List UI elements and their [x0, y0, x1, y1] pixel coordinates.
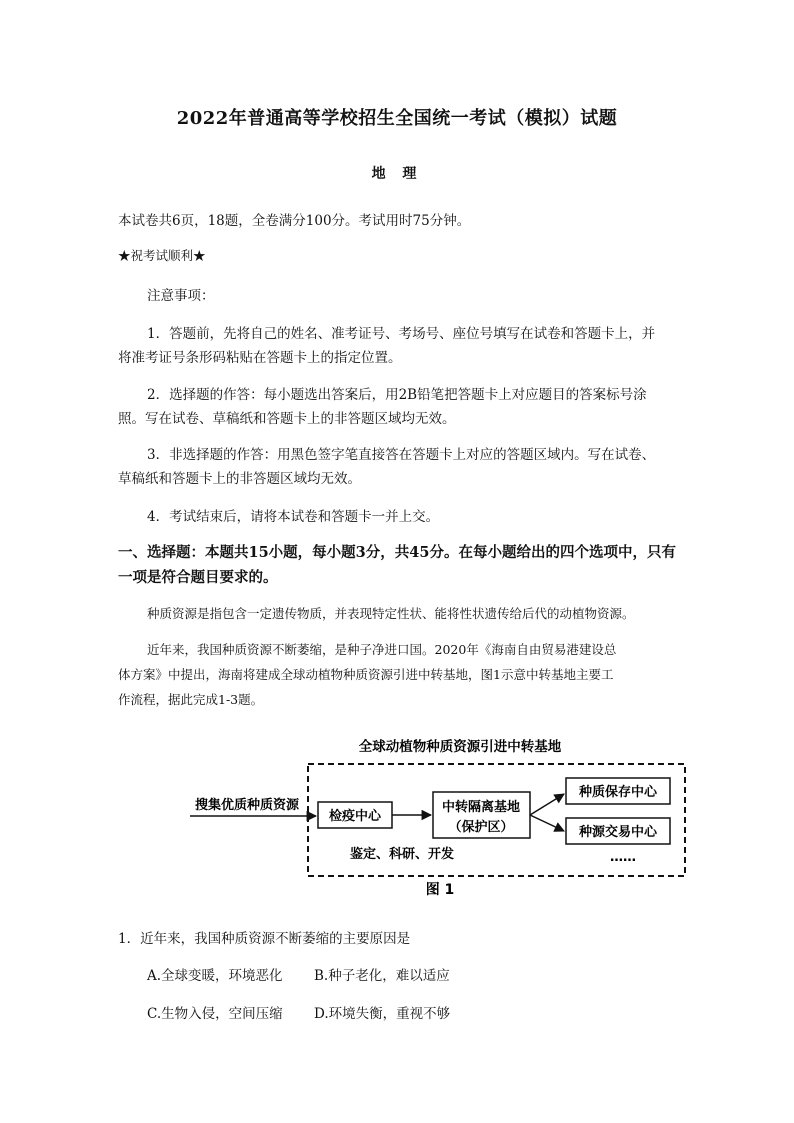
- question1-option-b: B.种子老化，难以适应: [314, 968, 450, 984]
- ellipsis-label: ……: [610, 850, 636, 865]
- notice-2-line2: 照。写在试卷、草稿纸和答题卡上的非答题区域均无效。: [118, 411, 456, 427]
- figure-1: [190, 734, 690, 904]
- notice-3-line2: 草稿纸和答题卡上的非答题区域均无效。: [118, 471, 361, 487]
- question1-option-c: C.生物入侵，空间压缩: [147, 1006, 283, 1022]
- question1-stem: 1．近年来，我国种质资源不断萎缩的主要原因是: [118, 931, 411, 947]
- trade-label: 种源交易中心: [578, 825, 658, 840]
- passage-p1: 种质资源是指包含一定遗传物质，并表现特定性状、能将性状遗传给后代的动植物资源。: [147, 606, 635, 621]
- arrow-to-trade: [530, 815, 564, 831]
- section1-line2: 一项是符合题目要求的。: [118, 569, 278, 586]
- exam-info: 本试卷共6页，18题，全卷满分100分。考试用时75分钟。: [118, 213, 471, 229]
- transfer-label-line2: （保护区）: [448, 820, 514, 835]
- section1-line1: 一、选择题：本题共15小题，每小题3分，共45分。在每小题给出的四个选项中，只有: [118, 544, 676, 561]
- notice-4-line1: 4．考试结束后，请将本试卷和答题卡一并上交。: [147, 509, 440, 525]
- page-title: 2022年普通高等学校招生全国统一考试（模拟）试题: [176, 108, 618, 129]
- transfer-label-line1: 中转隔离基地: [441, 800, 521, 815]
- notice-1-line1: 1．答题前，先将自己的姓名、准考证号、考场号、座位号填写在试卷和答题卡上，并: [147, 326, 656, 342]
- notice-heading: 注意事项：: [147, 288, 215, 304]
- input-label: 搜集优质种质资源: [195, 798, 300, 813]
- notice-1-line2: 将准考证号条形码粘贴在答题卡上的指定位置。: [118, 350, 402, 366]
- question1-option-a: A.全球变暖，环境恶化: [147, 968, 283, 984]
- notice-2-line1: 2．选择题的作答：每小题选出答案后，用2B铅笔把答题卡上对应题目的答案标号涂: [147, 387, 647, 403]
- blessing: ★祝考试顺利★: [118, 248, 206, 263]
- preserve-label: 种质保存中心: [578, 785, 658, 800]
- subject-heading: 地 理: [371, 166, 423, 182]
- quarantine-label: 检疫中心: [328, 809, 382, 824]
- passage-p2-line1: 近年来，我国种质资源不断萎缩，是种子净进口国。2020年《海南自由贸易港建设总: [147, 642, 617, 657]
- bottom-label: 鉴定、科研、开发: [350, 847, 455, 862]
- question1-option-d: D.环境失衡，重视不够: [314, 1006, 451, 1022]
- figure-title: 全球动植物种质资源引进中转基地: [358, 739, 562, 755]
- passage-p2-line3: 作流程，据此完成1-3题。: [118, 692, 264, 707]
- flow-diagram: [190, 734, 690, 904]
- figure-caption: 图 1: [425, 882, 455, 898]
- arrow-to-preserve: [530, 794, 564, 815]
- passage-p2-line2: 体方案》中提出，海南将建成全球动植物种质资源引进中转基地，图1示意中转基地主要工: [118, 667, 614, 682]
- notice-3-line1: 3．非选择题的作答：用黑色签字笔直接答在答题卡上对应的答题区域内。写在试卷、: [147, 447, 656, 463]
